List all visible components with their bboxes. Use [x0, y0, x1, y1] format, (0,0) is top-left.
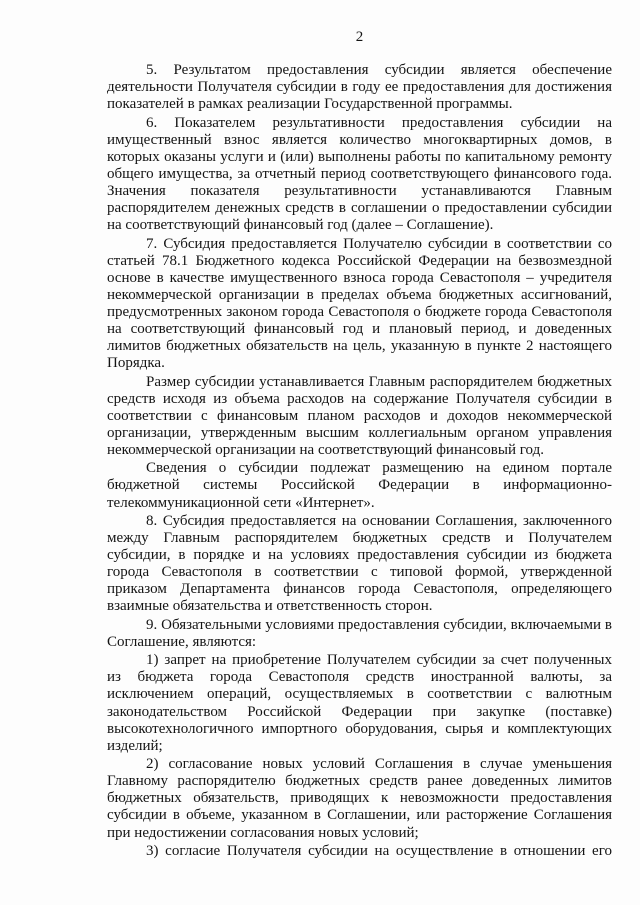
- paragraph-item-7: 7. Субсидия предоставляется Получателю субсидии в соответствии со статьей 78.1 Бюджетного кодекса Российской Федерации на безвозмездной основе в качестве имущественного взноса города Севастополя – учредителя некоммерческой организации в пределах объема бюджетных ассигнований, предусмотренных законом города Севастополя о бюджете города Севастополя на соответствующий финансовый год и плановый период, и доведенных лимитов бюджетных обязательств на цель, указанную в пункте 2 настоящего Порядка.: [107, 235, 612, 372]
- paragraph-subitem-2: 2) согласование новых условий Соглашения в случае уменьшения Главному распорядителю бюджетных средств ранее доведенных лимитов бюджетных обязательств, приводящих к невозможности предоставления субсидии в объеме, указанном в Соглашении, или расторжение Соглашения при недостижении согласования новых условий;: [107, 756, 612, 841]
- paragraph-subitem-1: 1) запрет на приобретение Получателем субсидии за счет полученных из бюджета города Севастополя средств иностранной валюты, за исключением операций, осуществляемых в соответствии с валютным законодательством Российской Федерации при закупке (поставке) высокотехнологичного импортного оборудования, сырья и комплектующих изделий;: [107, 652, 612, 754]
- paragraph-item-9: 9. Обязательными условиями предоставления субсидии, включаемыми в Соглашение, являются:: [107, 616, 612, 650]
- paragraph-item-5: 5. Результатом предоставления субсидии является обеспечение деятельности Получателя субсидии в году ее предоставления для достижения показателей в рамках реализации Государственной программы.: [107, 62, 612, 113]
- paragraph-item-8: 8. Субсидия предоставляется на основании Соглашения, заключенного между Главным распорядителем бюджетных средств и Получателем субсидии, в порядке и на условиях предоставления субсидии из бюджета города Севастополя в соответствии с типовой формой, утвержденной приказом Департамента финансов города Севастополя, определяющего взаимные обязательства и ответственность сторон.: [107, 512, 612, 615]
- paragraph-subsidy-info: Сведения о субсидии подлежат размещению на едином портале бюджетной системы Российской Федерации в информационно-телекоммуникационной сети «Интернет».: [107, 460, 612, 511]
- paragraph-subitem-3: 3) согласие Получателя субсидии на осуществление в отношении его: [146, 842, 612, 859]
- document-body: [107, 62, 612, 861]
- paragraph-subsidy-size: Размер субсидии устанавливается Главным распорядителем бюджетных средств исходя из объема расходов на содержание Получателя субсидии в соответствии с финансовым планом расходов и доходов некоммерческой организации, утвержденным высшим коллегиальным органом управления некоммерческой организации на соответствующий финансовый год.: [107, 373, 612, 458]
- paragraph-item-6: 6. Показателем результативности предоставления субсидии на имущественный взнос является количество многоквартирных домов, в которых оказаны услуги и (или) выполнены работы по капитальному ремонту общего имущества, за отчетный период соответствующего финансового года. Значения показателя результативности устанавливаются Главным распорядителем денежных средств в соглашении о предоставлении субсидии на соответствующий финансовый год (далее – Соглашение).: [107, 114, 612, 234]
- page-number: 2: [355, 29, 364, 45]
